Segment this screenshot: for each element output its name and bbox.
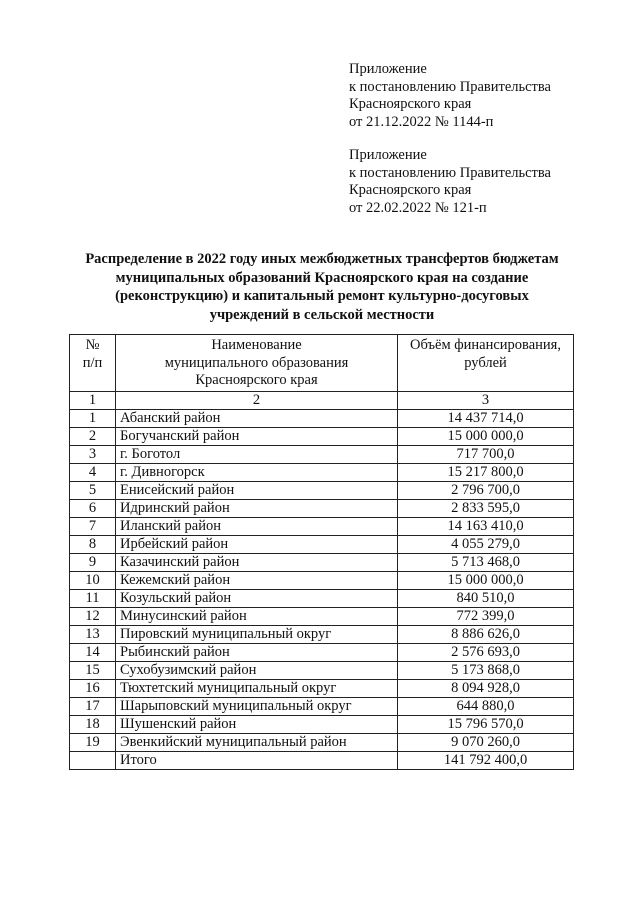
table-row: [70, 481, 574, 499]
table-row: [70, 463, 574, 481]
funding-amount-cell: 15 000 000,0: [398, 571, 574, 589]
title-line: (реконструкцию) и капитальный ремонт культурно-досуговых: [115, 288, 529, 304]
appendix-region: Красноярского края: [349, 182, 472, 198]
row-number-cell: 1: [70, 409, 116, 427]
funding-amount-cell: 772 399,0: [398, 607, 574, 625]
header-name-line: Наименование: [211, 337, 302, 353]
table-row: [70, 589, 574, 607]
title-line: учреждений в сельской местности: [209, 306, 435, 323]
funding-amount-cell: 5 713 468,0: [398, 553, 574, 571]
municipality-name-cell: Итого: [116, 751, 398, 769]
municipality-name-cell: Казачинский район: [116, 553, 398, 571]
appendix-label: Приложение: [349, 147, 427, 163]
table-row: [70, 517, 574, 535]
municipality-name-cell: Пировский муниципальный округ: [116, 625, 398, 643]
row-number-cell: 10: [70, 571, 116, 589]
funding-amount-cell: 5 173 868,0: [398, 661, 574, 679]
municipality-name-cell: г. Боготол: [116, 445, 398, 463]
appendix-decree-ref: к постановлению Правительства: [349, 164, 551, 181]
appendix-label: Приложение: [349, 61, 427, 77]
table-row: [70, 553, 574, 571]
funding-amount-cell: 14 163 410,0: [398, 517, 574, 535]
municipality-name-cell: Шушенский район: [116, 715, 398, 733]
municipality-name-cell: Идринский район: [116, 499, 398, 517]
municipality-name-cell: Абанский район: [116, 409, 398, 427]
table-row: [70, 643, 574, 661]
table-row: [70, 607, 574, 625]
municipality-name-cell: Шарыповский муниципальный округ: [116, 697, 398, 715]
row-number-cell: 19: [70, 733, 116, 751]
funding-amount-cell: 15 000 000,0: [398, 427, 574, 445]
funding-amount-cell: 14 437 714,0: [398, 409, 574, 427]
header-name-cell: [116, 335, 398, 392]
table-body: [70, 335, 574, 770]
table-header-row: [70, 335, 574, 392]
funding-amount-cell: 644 880,0: [398, 697, 574, 715]
row-number-cell: 17: [70, 697, 116, 715]
row-number-cell: 8: [70, 535, 116, 553]
header-num-symbol: №: [85, 337, 100, 353]
row-number-cell: [70, 751, 116, 769]
appendix-block-original: [349, 147, 619, 217]
funding-amount-cell: 2 576 693,0: [398, 643, 574, 661]
row-number-cell: 2: [70, 427, 116, 445]
funding-amount-cell: 8 094 928,0: [398, 679, 574, 697]
table-row: [70, 679, 574, 697]
column-number-cell: 2: [116, 391, 398, 409]
column-number-cell: 3: [398, 391, 574, 409]
municipality-name-cell: Эвенкийский муниципальный район: [116, 733, 398, 751]
row-number-cell: 5: [70, 481, 116, 499]
table-row: [70, 571, 574, 589]
row-number-cell: 3: [70, 445, 116, 463]
funding-amount-cell: 15 796 570,0: [398, 715, 574, 733]
appendix-decree-ref: к постановлению Правительства: [349, 78, 551, 95]
table-row: [70, 715, 574, 733]
municipality-name-cell: Минусинский район: [116, 607, 398, 625]
header-amount-unit: рублей: [464, 354, 507, 371]
funding-amount-cell: 141 792 400,0: [398, 751, 574, 769]
row-number-cell: 14: [70, 643, 116, 661]
table-row: [70, 427, 574, 445]
row-number-cell: 13: [70, 625, 116, 643]
table-row: [70, 697, 574, 715]
column-number-row: [70, 391, 574, 409]
appendix-block-current: [349, 61, 619, 131]
column-number-cell: 1: [70, 391, 116, 409]
row-number-cell: 11: [70, 589, 116, 607]
document-title: [70, 250, 574, 324]
municipality-name-cell: Енисейский район: [116, 481, 398, 499]
table-row: [70, 625, 574, 643]
municipality-name-cell: Ирбейский район: [116, 535, 398, 553]
header-name-line: Красноярского края: [195, 372, 318, 388]
appendix-date-number: от 21.12.2022 № 1144-п: [349, 113, 494, 130]
table-row: [70, 535, 574, 553]
funding-amount-cell: 8 886 626,0: [398, 625, 574, 643]
municipality-name-cell: Богучанский район: [116, 427, 398, 445]
table-row: [70, 409, 574, 427]
header-amount-line: Объём финансирования,: [410, 337, 561, 353]
municipality-name-cell: Иланский район: [116, 517, 398, 535]
funding-amount-cell: 840 510,0: [398, 589, 574, 607]
header-num-abbr: п/п: [82, 354, 103, 371]
row-number-cell: 15: [70, 661, 116, 679]
table-row: [70, 499, 574, 517]
row-number-cell: 6: [70, 499, 116, 517]
municipality-name-cell: Сухобузимский район: [116, 661, 398, 679]
row-number-cell: 4: [70, 463, 116, 481]
row-number-cell: 16: [70, 679, 116, 697]
table-row: [70, 733, 574, 751]
municipality-name-cell: Рыбинский район: [116, 643, 398, 661]
funding-amount-cell: 9 070 260,0: [398, 733, 574, 751]
row-number-cell: 18: [70, 715, 116, 733]
table-total-row: [70, 751, 574, 769]
appendix-region: Красноярского края: [349, 96, 472, 112]
row-number-cell: 9: [70, 553, 116, 571]
funding-amount-cell: 2 833 595,0: [398, 499, 574, 517]
header-amount-cell: [398, 335, 574, 392]
municipality-name-cell: г. Дивногорск: [116, 463, 398, 481]
table-row: [70, 445, 574, 463]
appendix-date-number: от 22.02.2022 № 121-п: [349, 199, 487, 216]
title-line: муниципальных образований Красноярского края на создание: [115, 269, 529, 286]
municipality-name-cell: Тюхтетский муниципальный округ: [116, 679, 398, 697]
funding-amount-cell: 4 055 279,0: [398, 535, 574, 553]
header-name-line: муниципального образования: [164, 354, 349, 371]
funding-amount-cell: 15 217 800,0: [398, 463, 574, 481]
row-number-cell: 7: [70, 517, 116, 535]
row-number-cell: 12: [70, 607, 116, 625]
funding-amount-cell: 2 796 700,0: [398, 481, 574, 499]
table-row: [70, 661, 574, 679]
transfers-table: [69, 334, 574, 770]
municipality-name-cell: Козульский район: [116, 589, 398, 607]
title-line: Распределение в 2022 году иных межбюджетных трансфертов бюджетам: [85, 251, 559, 267]
header-num-cell: [70, 335, 116, 392]
funding-amount-cell: 717 700,0: [398, 445, 574, 463]
municipality-name-cell: Кежемский район: [116, 571, 398, 589]
